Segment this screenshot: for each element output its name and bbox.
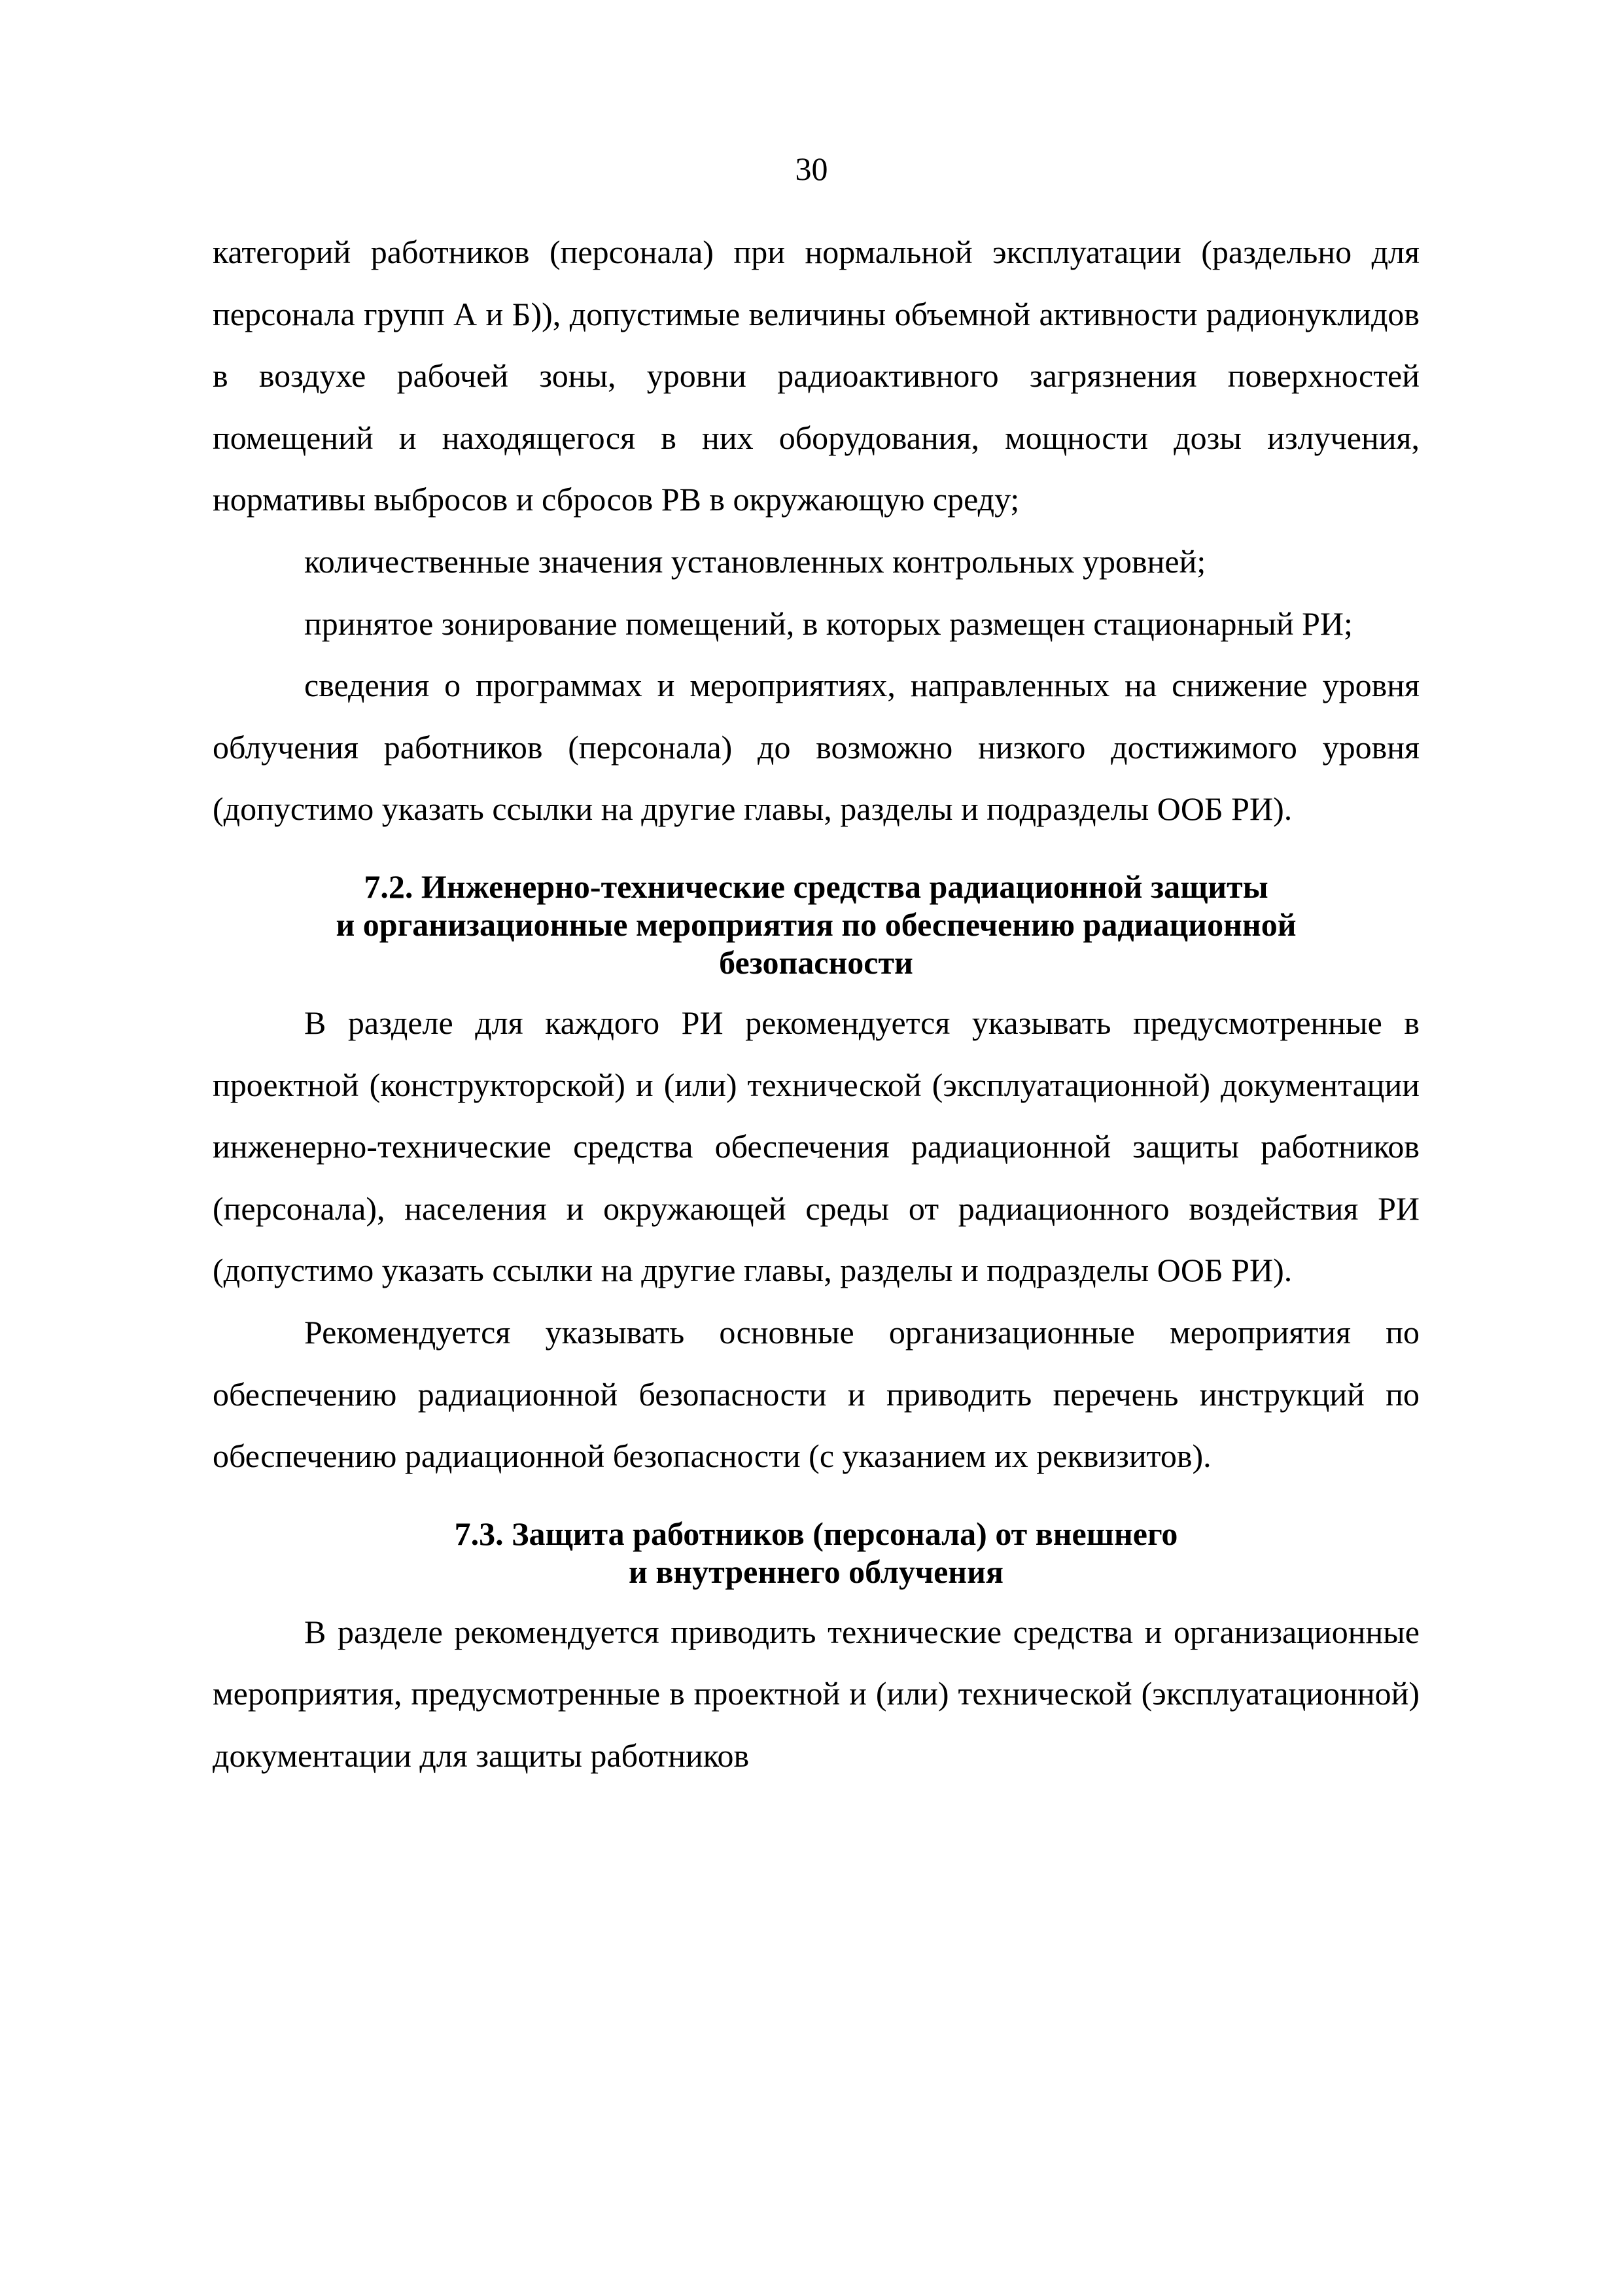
paragraph-protection-means: В разделе рекомендуется приводить технические средства и организационные мероприятия, предусмотренные в проектной и (или) технической (эксплуатационной) документации для защиты работников [213, 1613, 1420, 1774]
section-heading-7-2 [213, 868, 1420, 981]
paragraph-engineering-means: В разделе для каждого РИ рекомендуется указывать предусмотренные в проектной (конструкторской) и (или) технической (эксплуатационной) документации инженерно-технические средства обеспечения радиационной защиты работников (персонала), населения и окружающей среды от радиационного воздействия РИ (допустимо указать ссылки на другие главы, разделы и подразделы ООБ РИ). [213, 1004, 1420, 1289]
heading-line: и внутреннего облучения [629, 1553, 1003, 1590]
paragraph-organizational-measures: Рекомендуется указывать основные организационные мероприятия по обеспечению радиационной безопасности и приводить перечень инструкций по обеспечению радиационной безопасности (с указанием их реквизитов). [213, 1313, 1420, 1475]
paragraph-programs: сведения о программах и мероприятиях, направленных на снижение уровня облучения работников (персонала) до возможно низкого достижимого уровня (допустимо указать ссылки на другие главы, разделы и подразделы ООБ РИ). [213, 667, 1420, 828]
heading-line: безопасности [719, 944, 913, 981]
heading-line: 7.2. Инженерно-технические средства радиационной защиты [364, 868, 1268, 905]
paragraph-continuation: категорий работников (персонала) при нормальной эксплуатации (раздельно для персонала групп А и Б)), допустимые величины объемной активности радионуклидов в воздухе рабочей зоны, уровни радиоактивного загрязнения поверхностей помещений и находящегося в них оборудования, мощности дозы излучения, нормативы выбросов и сбросов РВ в окружающую среду; [213, 234, 1420, 518]
heading-line: 7.3. Защита работников (персонала) от внешнего [454, 1515, 1178, 1552]
page-number: 30 [795, 150, 828, 187]
page-body [213, 221, 1420, 1786]
section-heading-7-3 [213, 1515, 1420, 1591]
paragraph-control-levels: количественные значения установленных контрольных уровней; [304, 542, 1206, 580]
paragraph-zoning: принятое зонирование помещений, в которых размещен стационарный РИ; [304, 605, 1353, 642]
heading-line: и организационные мероприятия по обеспечению радиационной [336, 906, 1297, 943]
